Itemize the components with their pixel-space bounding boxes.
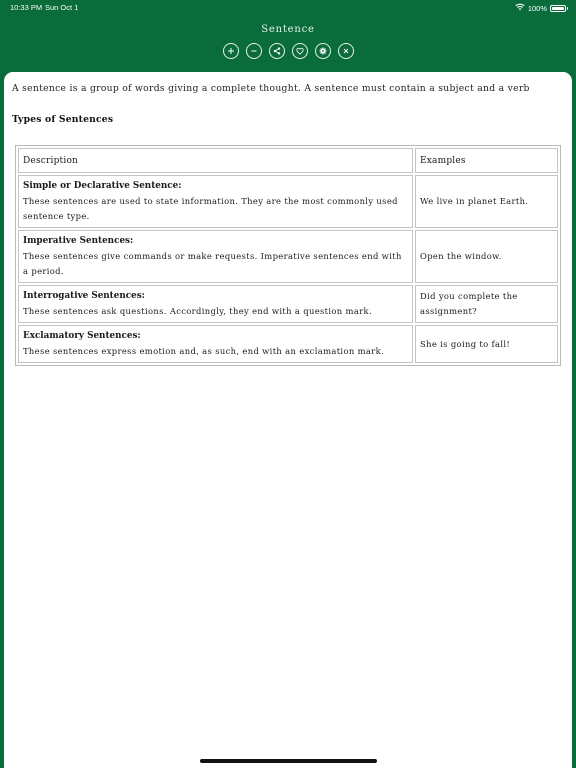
close-button[interactable] <box>338 43 354 59</box>
status-right <box>515 3 566 13</box>
header-examples: Examples <box>415 148 558 173</box>
example-cell: We live in planet Earth. <box>415 175 558 228</box>
zoom-in-button[interactable] <box>223 43 239 59</box>
example-cell: Open the window. <box>415 230 558 283</box>
sentence-type-text: These sentences express emotion and, as such, end with an exclamation mark. <box>23 346 385 356</box>
intro-text: A sentence is a group of words giving a complete thought. A sentence must contain a subject and a verb <box>12 83 530 94</box>
sentence-type-name: Imperative Sentences: <box>23 236 134 246</box>
description-cell <box>18 230 413 283</box>
sentence-type-name: Simple or Declarative Sentence: <box>23 181 182 191</box>
status-bar <box>0 0 576 16</box>
table-row <box>18 325 558 363</box>
section-title: Types of Sentences <box>12 114 114 125</box>
content-sheet <box>4 72 572 768</box>
table-row <box>18 175 558 228</box>
sentence-type-text: These sentences give commands or make requests. Imperative sentences end with a period. <box>23 251 402 276</box>
battery-icon <box>550 5 566 12</box>
minus-icon <box>250 47 258 55</box>
example-cell: Did you complete the assignment? <box>415 285 558 323</box>
zoom-out-button[interactable] <box>246 43 262 59</box>
example-cell: She is going to fall! <box>415 325 558 363</box>
close-icon <box>342 47 350 55</box>
page-title: Sentence <box>261 24 315 35</box>
table-row <box>18 285 558 323</box>
heart-icon <box>296 47 304 55</box>
sentence-types-table <box>15 145 561 366</box>
favorite-button[interactable] <box>292 43 308 59</box>
table-row <box>18 230 558 283</box>
battery-percent: 100% <box>527 3 547 13</box>
status-time: 10:33 PM <box>10 3 43 12</box>
gear-icon <box>319 47 327 55</box>
toolbar <box>0 43 576 59</box>
home-indicator[interactable] <box>200 759 377 763</box>
settings-button[interactable] <box>315 43 331 59</box>
header-description: Description <box>18 148 413 173</box>
description-cell <box>18 285 413 323</box>
sentence-type-text: These sentences ask questions. Accordingly, they end with a question mark. <box>23 306 372 316</box>
share-icon <box>273 47 281 55</box>
sentence-type-name: Interrogative Sentences: <box>23 291 145 301</box>
description-cell <box>18 175 413 228</box>
plus-icon <box>227 47 235 55</box>
table-header-row <box>18 148 558 173</box>
share-button[interactable] <box>269 43 285 59</box>
wifi-icon <box>515 3 525 13</box>
description-cell <box>18 325 413 363</box>
status-date: Sun Oct 1 <box>45 3 79 12</box>
sentence-type-name: Exclamatory Sentences: <box>23 331 141 341</box>
sentence-type-text: These sentences are used to state information. They are the most commonly used sentence type. <box>23 196 398 221</box>
